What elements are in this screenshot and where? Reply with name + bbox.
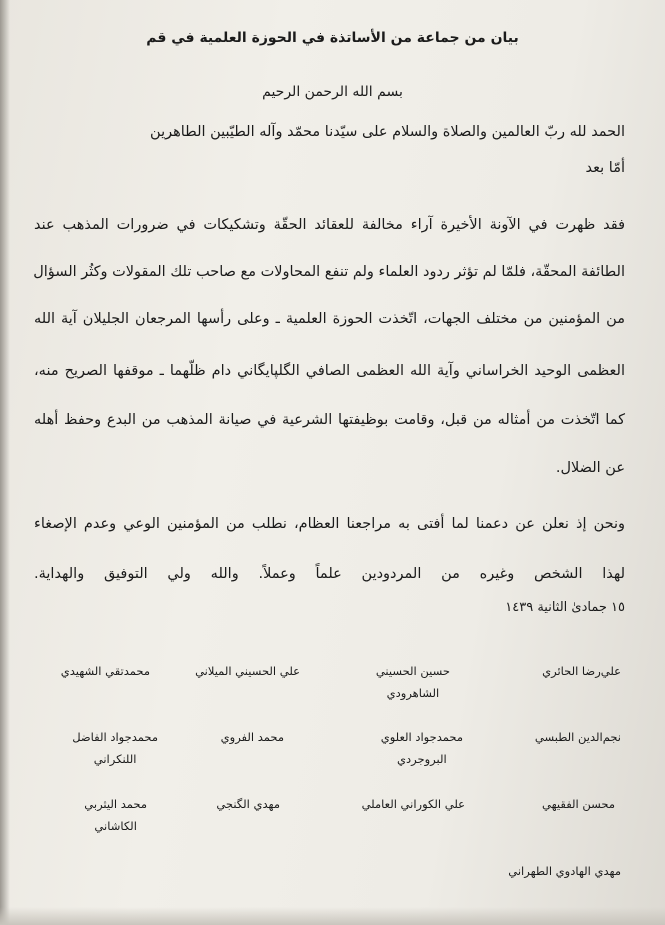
body-line: من المؤمنين من مختلف الجهات، اتّخذت الحوزة العلمية ـ وعلى رأسها المرجعان الجليلان آية الله <box>34 311 625 327</box>
signatory-name: علي الحسيني الميلاني <box>195 664 300 678</box>
page-shadow <box>0 907 665 925</box>
signatory-name: علي الكوراني العاملي <box>361 797 465 811</box>
signatory <box>61 660 150 682</box>
signatory-name: محمدجواد الفاضل <box>72 730 158 744</box>
signatory-name-cont: الكاشاني <box>94 819 137 833</box>
signatory-name: علي‌رضا الحائري <box>542 664 621 678</box>
amma-bad: أمّا بعد <box>585 160 625 176</box>
signatory <box>376 660 450 704</box>
document-date: ١٥ جمادىٰ الثانية ١٤٣٩ <box>505 600 625 615</box>
signatory <box>72 726 158 770</box>
body-line: الطائفة المحقّة، فلمّا لم تؤثر ردود العلماء ولم تنفع المحاولات مع صاحب تلك المقولات وكثُر السؤال <box>33 264 625 280</box>
signatory <box>195 660 300 682</box>
body-line: العظمى الوحيد الخراساني وآية الله العظمى الصافي الگلپايگاني دام ظلّهما ـ موقفها الصريح منه، <box>34 363 625 379</box>
signatory-name-cont: اللنكراني <box>93 752 137 766</box>
signatory-name: نجم‌الدين الطبسي <box>534 730 621 744</box>
body-line: كما اتّخذت من أمثاله من قبل، وقامت بوظيفتها الشرعية في صيانة المذهب من البدع وحفظ أهله <box>34 412 625 428</box>
signatory-name-cont: الشاهرودي <box>386 686 440 700</box>
signatory <box>216 793 280 815</box>
signatory <box>535 726 621 748</box>
signatory-name: محمدجواد العلوي <box>380 730 463 744</box>
signatory-name: محمد الفروي <box>220 730 284 744</box>
basmala: بسم الله الرحمن الرحيم <box>262 84 403 100</box>
body-line: عن الضلال. <box>555 460 625 476</box>
document-title: بيان من جماعة من الأساتذة في الحوزة العلمية في قم <box>146 30 519 46</box>
signatory <box>221 726 284 748</box>
body-line: لهذا الشخص وغيره من المردودين علماً وعملاً. والله ولي التوفيق والهداية. <box>34 566 625 582</box>
body-line: فقد ظهرت في الآونة الأخيرة آراء مخالفة للعقائد الحقّة وتشكيكات في ضرورات المذهب عند <box>34 217 625 233</box>
hamd-line: الحمد لله ربّ العالمين والصلاة والسلام على سيّدنا محمّد وآله الطيّبين الطاهرين <box>150 124 625 140</box>
signatory <box>381 726 463 770</box>
signatory-name: محمدتقي الشهيدي <box>60 664 150 678</box>
signatory <box>542 660 621 682</box>
signatory-name: حسين الحسيني <box>375 664 450 678</box>
signatory <box>508 860 621 882</box>
signatory-name-cont: البروجردي <box>397 752 447 766</box>
signatory <box>362 793 465 815</box>
body-line: ونحن إذ نعلن عن دعمنا لما أفتى به مراجعنا العظام، نطلب من المؤمنين الوعي وعدم الإصغاء <box>34 516 625 532</box>
signatory-name: مهدي الگنجي <box>216 797 280 811</box>
signatory <box>84 793 147 837</box>
signatory <box>542 793 615 815</box>
signatory-name: محمد اليثربي <box>84 797 147 811</box>
signatory-name: محسن الفقيهي <box>542 797 615 811</box>
signatory-name: مهدي الهادوي الطهراني <box>508 864 621 878</box>
